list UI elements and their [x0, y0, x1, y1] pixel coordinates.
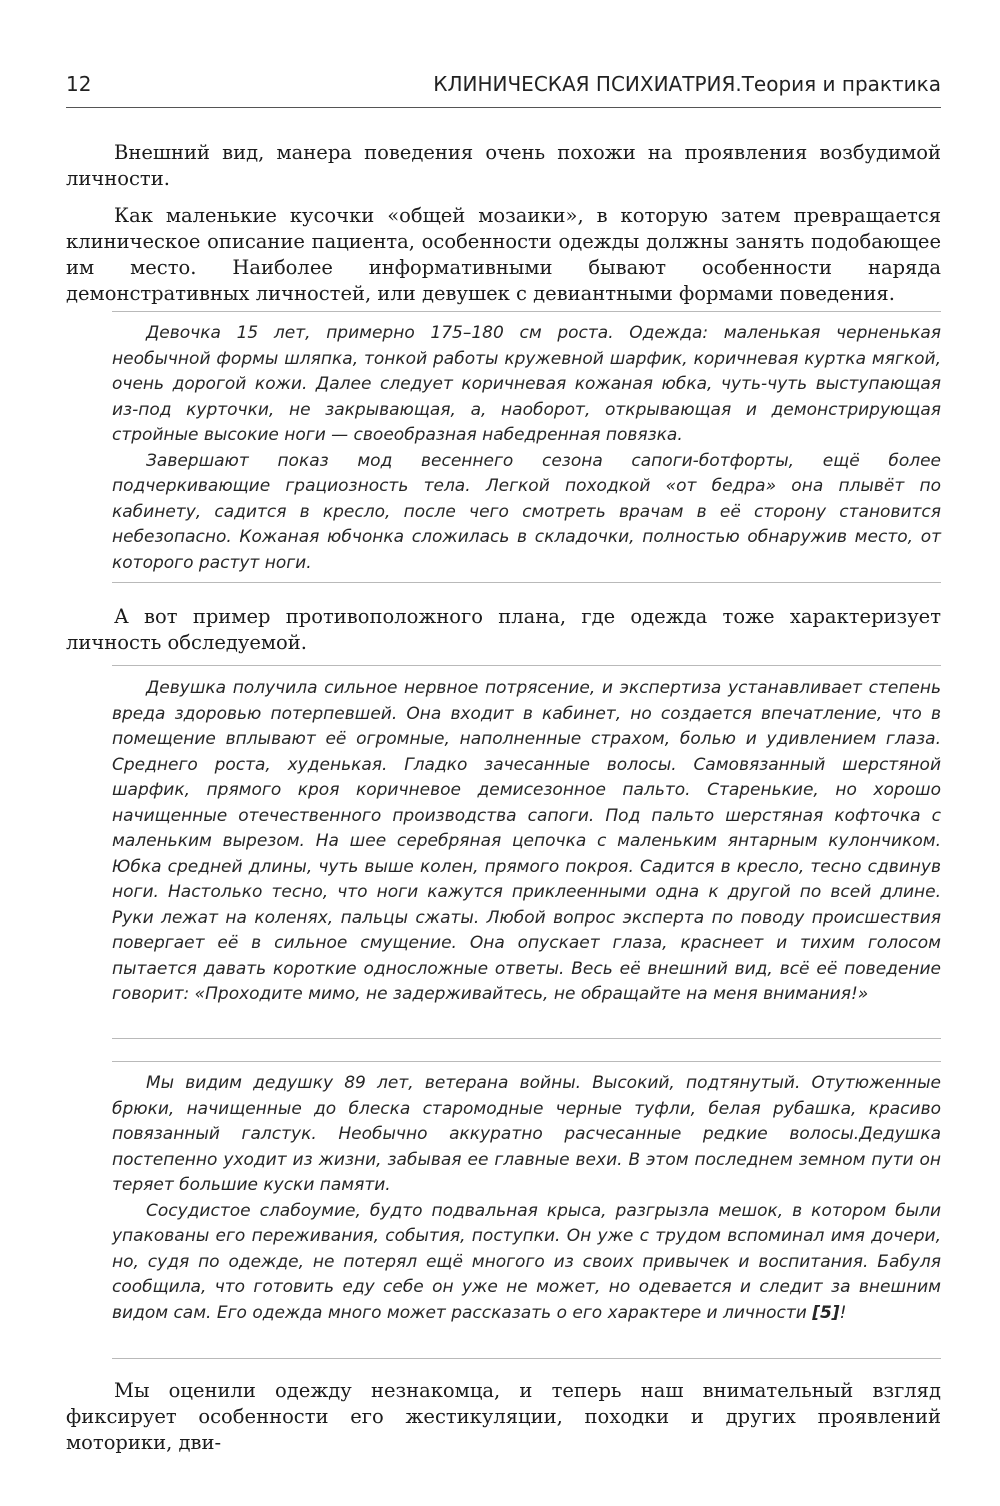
example-3-paragraph-1: Мы видим дедушку 89 лет, ветерана войны. Высокий, подтянутый. Отутюженные брюки, начищенные до блеска старомодные черные туфли, белая рубашка, красиво повязанный галстук. Необычно аккуратно расчесанные редкие волосы.Дедушка постепенно уходит из жизни, забывая ее главные вехи. В этом последнем земном пути он теряет большие куски памяти.: [112, 1073, 941, 1195]
paragraph-1: Внешний вид, манера поведения очень похожи на проявления возбудимой личности.: [66, 141, 941, 190]
page-number: 12: [66, 72, 92, 96]
paragraph-3: А вот пример противоположного плана, где одежда тоже характеризует личность обследуемой.: [66, 605, 941, 654]
example-3-paragraph-2-end: !: [839, 1302, 847, 1323]
example-1-paragraph-2: Завершают показ мод весеннего сезона сапоги-ботфорты, ещё более подчеркивающие грациозность тела. Легкой походкой «от бедра» она плывёт по кабинету, садится в кресло, после чего смотреть врачам в её сторону становится небезопасно. Кожаная юбчонка сложилась в складочки, полностью обнаружив место, от которого растут ноги.: [112, 450, 941, 573]
example-2-paragraph-1: Девушка получила сильное нервное потрясение, и экспертиза устанавливает степень вреда здоровью потерпевшей. Она входит в кабинет, но создается впечатление, что в помещение вплывают её огромные, наполненные страхом, болью и удивлением глаза. Среднего роста, худенькая. Гладко зачесанные волосы. Самовязанный шерстяной шарфик, прямого кроя коричневое демисезонное пальто. Старенькие, но хорошо начищенные отечественного производства сапоги. Под пальто шерстяная кофточка с маленьким вырезом. На шее серебряная цепочка с маленьким янтарным кулончиком. Юбка средней длины, чуть выше колен, прямого покроя. Садится в кресло, тесно сдвинув ноги. Настолько тесно, что ноги кажутся приклеенными одна к другой по всей длине. Руки лежат на коленях, пальцы сжаты. Любой вопрос эксперта по поводу происшествия повергает её в сильное смущение. Она опускает глаза, краснеет и тихим голосом пытается давать короткие односложные ответы. Весь её внешний вид, всё её поведение говорит: «Проходите мимо, не задерживайтесь, не обращайте на меня внимания!»: [112, 678, 941, 1004]
example-1: [112, 321, 941, 576]
example-2-top-rule: [112, 665, 941, 666]
example-3-bottom-rule: [112, 1358, 941, 1359]
running-title: КЛИНИЧЕСКАЯ ПСИХИАТРИЯ.Теория и практика: [433, 72, 941, 96]
paragraph-4: Мы оценили одежду незнакомца, и теперь наш внимательный взгляд фиксирует особенности его жестикуляции, походки и других проявлений моторики, дви-: [66, 1379, 941, 1454]
example-3-paragraph-2: [112, 1199, 941, 1327]
paragraph-2: Как маленькие кусочки «общей мозаики», в которую затем превращается клиническое описание пациента, особенности одежды должны занять подобающее им место. Наиболее информативными бывают особенности наряда демонстративных личностей, или девушек с девиантными формами поведения.: [66, 204, 941, 305]
running-header: [66, 72, 941, 96]
citation-reference[interactable]: [5]: [812, 1302, 840, 1323]
example-1-paragraph-1: Девочка 15 лет, примерно 175–180 см роста. Одежда: маленькая черненькая необычной формы шляпка, тонкой работы кружевной шарфик, коричневая куртка мягкой, очень дорогой кожи. Далее следует коричневая кожаная юбка, чуть-чуть выступающая из-под курточки, не закрывающая, а, наоборот, открывающая и демонстрирующая стройные высокие ноги — своеобразная набедренная повязка.: [112, 323, 941, 445]
example-3-top-rule: [112, 1061, 941, 1062]
example-1-bottom-rule: [112, 582, 941, 583]
example-2-bottom-rule: [112, 1038, 941, 1039]
example-3-paragraph-2-text: Сосудистое слабоумие, будто подвальная крыса, разгрызла мешок, в котором были упакованы его переживания, события, поступки. Он уже с трудом вспоминал имя дочери, но, судя по одежде, не потерял ещё многого из своих привычек и воспитания. Бабуля сообщила, что готовить еду себе он уже не может, но одевается и следит за внешним видом сам. Его одежда много может рассказать о его характере и личности: [112, 1200, 941, 1323]
example-1-top-rule: [112, 311, 941, 312]
header-rule: [66, 107, 941, 108]
example-3: [112, 1071, 941, 1326]
example-2: [112, 676, 941, 1008]
